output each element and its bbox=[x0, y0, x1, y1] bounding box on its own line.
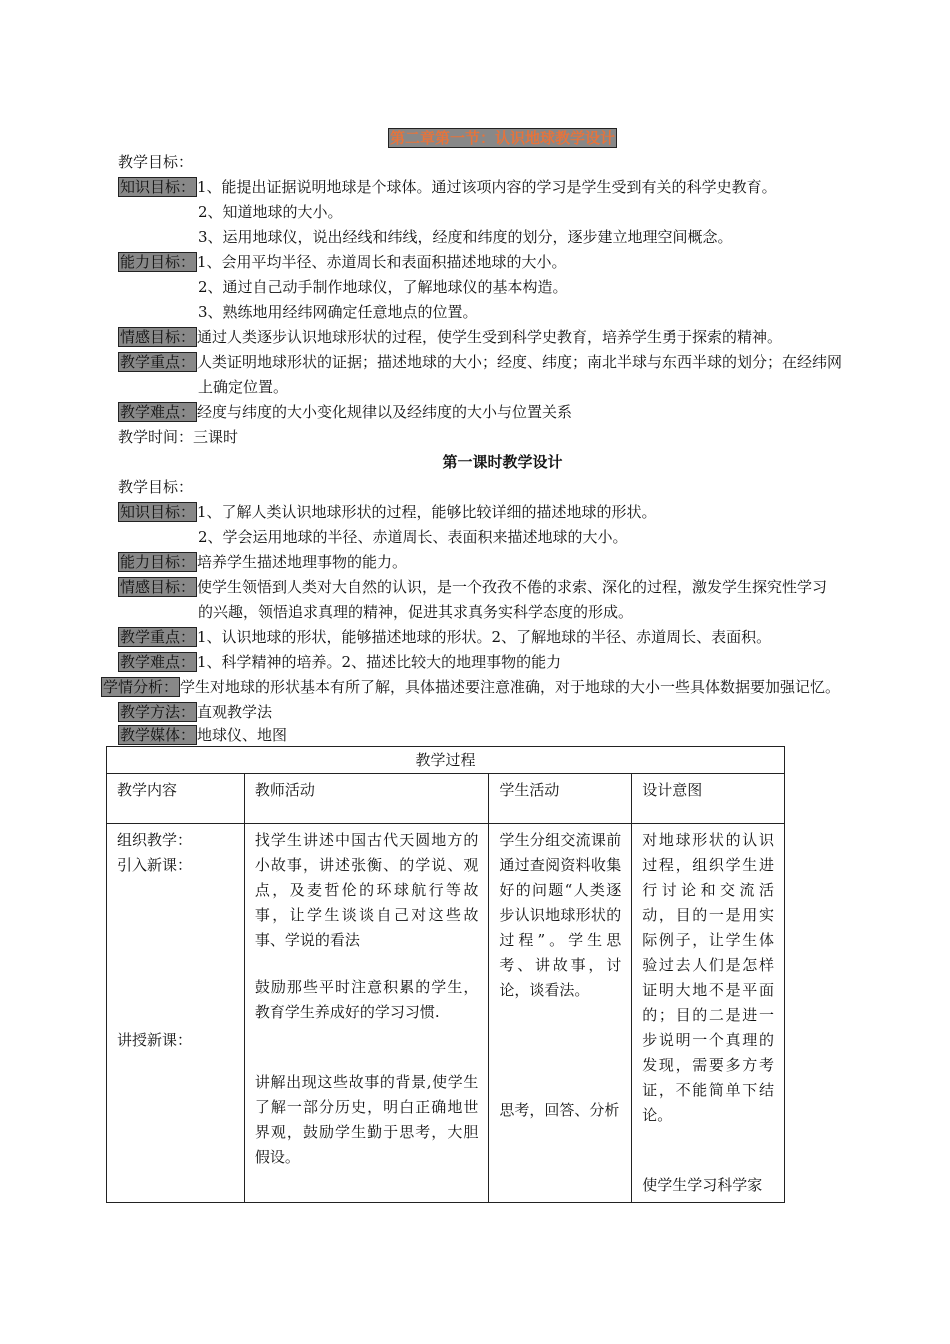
student-activity-cell bbox=[489, 824, 632, 1203]
difficulty-tag: 教学难点： bbox=[120, 403, 196, 421]
content-cell bbox=[107, 824, 245, 1203]
lesson-1-key-point bbox=[118, 626, 771, 648]
lesson-1-method-text: 直观教学法 bbox=[197, 703, 273, 721]
student-activity-text: 学生分组交流课前通过查阅资料收集好的问题“人类逐步认识地球形状的过程”。学生思考、讲故事，讨论，谈看法。 bbox=[499, 831, 622, 999]
difficulty-text: 经度与纬度的大小变化规律以及经纬度的大小与位置关系 bbox=[197, 403, 573, 421]
emotion-goal-text: 通过人类逐步认识地球形状的过程，使学生受到科学史教育，培养学生勇于探索的精神。 bbox=[197, 328, 783, 346]
table-header-row bbox=[107, 774, 785, 824]
table-header-cell: 教师活动 bbox=[244, 774, 489, 824]
key-point-text-cont: 上确定位置。 bbox=[198, 378, 289, 396]
key-point-tag: 教学重点： bbox=[120, 353, 196, 371]
lesson-1-ability-tag: 能力目标： bbox=[120, 553, 196, 571]
lesson-1-analysis-tag: 学情分析： bbox=[103, 678, 179, 696]
lesson-1-emotion-text: 使学生领悟到人类对大自然的认识，是一个孜孜不倦的求索、深化的过程，激发学生探究性学习 bbox=[197, 578, 828, 596]
ability-goal-item: 2、通过自己动手制作地球仪，了解地球仪的基本构造。 bbox=[198, 278, 568, 296]
lesson-1-ability bbox=[118, 551, 407, 573]
lesson-1-goals-heading: 教学目标： bbox=[118, 478, 194, 496]
goals-heading: 教学目标： bbox=[118, 153, 194, 171]
lesson-1-ability-text: 培养学生描述地理事物的能力。 bbox=[197, 553, 408, 571]
table-header-cell: 设计意图 bbox=[632, 774, 785, 824]
ability-goal-item: 3、熟练地用经纬网确定任意地点的位置。 bbox=[198, 303, 478, 321]
emotion-goal bbox=[118, 326, 782, 348]
table-header-cell: 教学内容 bbox=[107, 774, 245, 824]
lesson-1-media-tag: 教学媒体： bbox=[120, 726, 196, 744]
lesson-1-method-tag: 教学方法： bbox=[120, 703, 196, 721]
table-row bbox=[107, 824, 785, 1203]
key-point bbox=[118, 351, 842, 373]
lesson-1-difficulty bbox=[118, 651, 561, 673]
lesson-1-analysis-text: 学生对地球的形状基本有所了解，具体描述要注意准确，对于地球的大小一些具体数据要加强记忆。 bbox=[180, 678, 841, 696]
lesson-1-knowledge-item: 1、了解人类认识地球形状的过程，能够比较详细的描述地球的形状。 bbox=[197, 503, 657, 521]
table-caption-row bbox=[107, 747, 785, 774]
knowledge-goal-item: 1、能提出证据说明地球是个球体。通过该项内容的学习是学生受到有关的科学史教育。 bbox=[197, 178, 777, 196]
knowledge-goal-item: 2、知道地球的大小。 bbox=[198, 203, 343, 221]
teaching-time: 教学时间：三课时 bbox=[118, 428, 239, 446]
document-title bbox=[0, 127, 950, 148]
design-intent-text: 对地球形状的认识过程，组织学生进行讨论和交流活动，目的一是用实际例子，让学生体验过去人们是怎样证明大地不是平面的；目的二是进一步说明一个真理的发现，需要多方考证，不能简单下结论。 bbox=[642, 831, 774, 1124]
knowledge-goal-tag: 知识目标： bbox=[120, 178, 196, 196]
content-item: 组织教学： bbox=[117, 831, 193, 849]
ability-goal-tag: 能力目标： bbox=[120, 253, 196, 271]
teacher-activity-cell bbox=[244, 824, 489, 1203]
ability-goal-item: 1、会用平均半径、赤道周长和表面积描述地球的大小。 bbox=[197, 253, 567, 271]
teacher-activity-text: 讲解出现这些故事的背景,使学生了解一部分历史，明白正确地世界观，鼓励学生勤于思考，大胆假设。 bbox=[254, 1073, 479, 1166]
lesson-1-emotion bbox=[118, 576, 827, 598]
knowledge-goal-item: 3、运用地球仪，说出经线和纬线，经度和纬度的划分，逐步建立地理空间概念。 bbox=[198, 228, 733, 246]
title-highlight: 第二章第一节：认识地球教学设计 bbox=[389, 129, 615, 147]
lesson-1-method bbox=[118, 701, 272, 723]
lesson-1-emotion-text-cont: 的兴趣，领悟追求真理的精神，促进其求真务实科学态度的形成。 bbox=[198, 603, 634, 621]
lesson-1-media-text: 地球仪、地图 bbox=[197, 726, 288, 744]
lesson-1-knowledge-item: 2、学会运用地球的半径、赤道周长、表面积来描述地球的大小。 bbox=[198, 528, 628, 546]
lesson-1-emotion-tag: 情感目标： bbox=[120, 578, 196, 596]
knowledge-goal-line-1 bbox=[118, 176, 777, 198]
lesson-1-difficulty-text: 1、科学精神的培养。2、描述比较大的地理事物的能力 bbox=[197, 653, 562, 671]
lesson-1-key-point-tag: 教学重点： bbox=[120, 628, 196, 646]
key-point-text: 人类证明地球形状的证据；描述地球的大小；经度、纬度；南北半球与东西半球的划分；在经纬网 bbox=[197, 353, 843, 371]
table-header-cell: 学生活动 bbox=[489, 774, 632, 824]
difficulty bbox=[118, 401, 572, 423]
ability-goal-line-1 bbox=[118, 251, 567, 273]
lesson-1-knowledge-line-1 bbox=[118, 501, 657, 523]
design-intent-text: 使学生学习科学家 bbox=[642, 1176, 763, 1194]
teaching-process-table bbox=[106, 746, 785, 1203]
lesson-1-knowledge-tag: 知识目标： bbox=[120, 503, 196, 521]
lesson-1-analysis bbox=[101, 676, 840, 698]
lesson-1-difficulty-tag: 教学难点： bbox=[120, 653, 196, 671]
content-item: 引入新课： bbox=[117, 856, 193, 874]
emotion-goal-tag: 情感目标： bbox=[120, 328, 196, 346]
content-item: 讲授新课： bbox=[117, 1031, 193, 1049]
lesson-1-title: 第一课时教学设计 bbox=[442, 453, 563, 471]
teacher-activity-text: 鼓励那些平时注意积累的学生，教育学生养成好的学习习惯. bbox=[254, 978, 479, 1021]
student-activity-text: 思考，回答、分析 bbox=[499, 1101, 620, 1119]
teacher-activity-text: 找学生讲述中国古代天圆地方的小故事，讲述张衡、的学说、观点，及麦哲伦的环球航行等故事，让学生谈谈自己对这些故事、学说的看法 bbox=[254, 831, 479, 949]
design-intent-cell bbox=[632, 824, 785, 1203]
table-caption: 教学过程 bbox=[107, 747, 785, 774]
lesson-1-key-point-text: 1、认识地球的形状，能够描述地球的形状。2、了解地球的半径、赤道周长、表面积。 bbox=[197, 628, 772, 646]
lesson-1-media bbox=[118, 724, 287, 746]
